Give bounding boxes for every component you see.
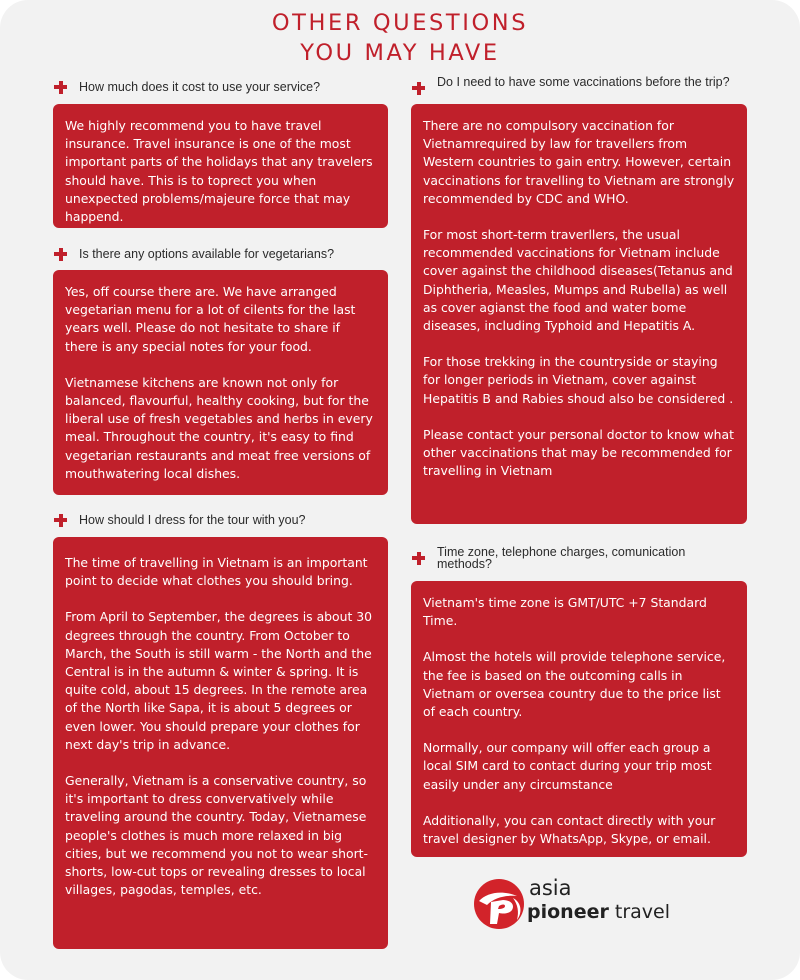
answer-box-dress <box>53 537 388 949</box>
question-vegetarians <box>54 248 384 261</box>
company-logo <box>473 876 673 936</box>
plus-icon <box>54 81 67 94</box>
question-text: How should I dress for the tour with you? <box>79 513 306 527</box>
answer-paragraph: Vietnamese kitchens are known not only for balanced, flavourful, healthy cooking, but for the liberal use of fresh vegetables and herbs in every meal. Throughout the country, it's easy to find vegetarian restaurants and meat free versions of mouthwatering local dishes. <box>65 374 373 481</box>
question-dress <box>54 514 384 527</box>
plus-icon <box>54 514 67 527</box>
logo-mark-icon <box>473 878 527 932</box>
answer-paragraph: Please contact your personal doctor to know what other vaccinations that may be recommended for travelling in Vietnam <box>423 426 734 479</box>
answer-box-vegetarians <box>53 270 388 495</box>
answer-paragraph: Additionally, you can contact directly with your travel designer by WhatsApp, Skype, or email. <box>423 812 716 847</box>
question-time-zone <box>412 546 732 570</box>
answer-box-time-zone <box>411 581 747 857</box>
answer-paragraph: For most short-term traverllers, the usual recommended vaccinations for Vietnam include cover against the childhood diseases(Tetanus and Diphtheria, Measles, Mumps and Rubella) as well as cover agianst the food and water bome diseases, including Typhoid and Hepatitis A. <box>423 227 733 334</box>
plus-icon <box>412 82 425 95</box>
question-vaccinations <box>412 76 742 95</box>
logo-word-pioneer: pioneer <box>527 901 609 923</box>
answer-box-vaccinations <box>411 104 747 524</box>
title-line-2: YOU MAY HAVE <box>300 40 500 66</box>
logo-word-travel: travel <box>608 901 670 923</box>
question-text: Do I need to have some vaccinations before the trip? <box>437 75 730 89</box>
question-text: Is there any options available for vegetarians? <box>79 247 335 261</box>
question-cost <box>54 81 384 94</box>
page-title <box>0 8 800 68</box>
answer-paragraph: We highly recommend you to have travel insurance. Travel insurance is one of the most important parts of the holidays that any travelers should have. This is to toprect you when unexpected problems/majeure force that may happend. <box>65 118 373 225</box>
answer-paragraph: Yes, off course there are. We have arranged vegetarian menu for a lot of cilents for the last years well. Please do not hesitate to share if there is any special notes for your food. <box>65 284 356 354</box>
answer-paragraph: Generally, Vietnam is a conservative country, so it's important to dress convervatively while traveling around the country. Today, Vietnamese people's clothes is much more relaxed in big cities, but we recommend you not to wear short-shorts, low-cut tops or revealing dresses to local villages, pagodas, temples, etc. <box>65 773 368 898</box>
plus-icon <box>412 552 425 565</box>
plus-icon <box>54 248 67 261</box>
answer-paragraph: There are no compulsory vaccination for Vietnamrequired by law for travellers from Western countries to gain entry. However, certain vaccinations for travelling to Vietnam are strongly recommended by CDC and WHO. <box>423 118 735 206</box>
title-line-1: OTHER QUESTIONS <box>271 10 529 36</box>
answer-box-cost <box>53 104 388 228</box>
answer-paragraph: Normally, our company will offer each group a local SIM card to contact during your trip most easily under any circumstance <box>423 740 712 792</box>
answer-paragraph: The time of travelling in Vietnam is an important point to decide what clothes you should bring. <box>65 555 368 589</box>
answer-paragraph: From April to September, the degrees is about 30 degrees through the country. From October to March, the South is still warm - the North and the Central is in the autumn & winter & spring. It is quite cold, about 15 degrees. In the remote area of the North like Sapa, it is about 5 degrees or even lower. You should prepare your clothes for next day's trip in advance. <box>65 609 373 752</box>
answer-paragraph: Vietnam's time zone is GMT/UTC +7 Standard Time. <box>423 595 707 629</box>
question-text: Time zone, telephone charges, comunication methods? <box>437 545 686 571</box>
answer-paragraph: Almost the hotels will provide telephone service, the fee is based on the outcoming calls in Vietnam or oversea country due to the price list of each country. <box>423 649 726 720</box>
question-text: How much does it cost to use your service? <box>79 80 321 94</box>
logo-word-pioneer-travel <box>527 901 670 923</box>
answer-paragraph: For those trekking in the countryside or staying for longer periods in Vietnam, cover against Hepatitis B and Rabies shoud also be considered . <box>423 354 734 406</box>
logo-word-asia: asia <box>529 876 572 900</box>
